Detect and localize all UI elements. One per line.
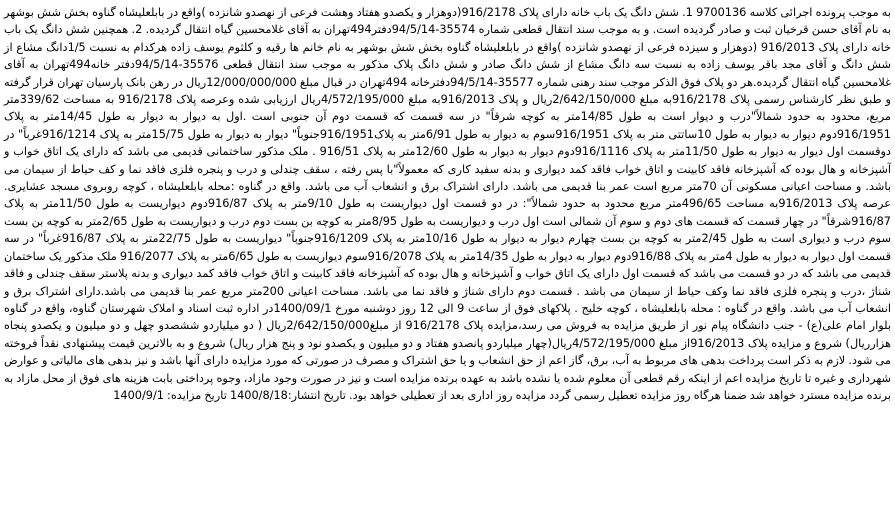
auction-notice-body: به موجب پرونده اجرائی کلاسه 9700136 1. شش دانگ یک باب خانه دارای پلاک 916/2178(دوهزار و یکصدو هفتاد وهشت فرعی از نهصدو شانزده )واقع در بابلعلیشاه گناوه بخش شش بوشهر به نام آقای حسن قرخیان ثبت و صادر گردیده است. و به موجب سند انتقال قطعی شماره 35574-94/5/14دفتر494تهران به آقای غلامحسین گیاه انتقال گردیده. 2. همچنین شش دانگ یک باب خانه دارای پلاک 916/2013 (دوهزار و سیزده فرعی از نهصدو شانزده )واقع در بابلعلیشاه گناوه بخش شش بوشهر به نام خانم ها رقیه و کلثوم یوسف زاده هرکدام به نسبت 1/5دانگ مشاع از شش دانگ و آقای مجد باقر یوسف زاده به نسبت سه دانگ مشاع از شش دانگ صادر و شش دانگ پلاک مذکور به موجب سند انتقال قطعی 35576-94/5/14دفتر خانه494تهران به آقای غلامحسین گیاه انتقال گردیده.هر دو پلاک فوق الذکر موجب سند رهنی شماره 35577-94/5/14دفترخانه 494تهران در قبال مبلغ 12/000/000/000ریال در رهن بانک پارسیان تهران قرار گرفته و طبق نظر کارشناس رسمی پلاک 916/2178به مبلغ 2/642/150/000ریال و پلاک 916/2013به مبلغ 4/572/195/000ریال ارزیابی شده وعرصه پلاک 916/2178 به مساحت 339/62متر مربع، محدود به حدود شمالاً"درب و دیوار است به طول 14/85متر به کوچه شرقاً" در سه قسمت که قسمت دوم آن جنوبی است .اول به دیوار به دیوار به طول 14/45متر به پلاک 916/1951دوم دیوار به دیوار به طول 10ساتتی متر به پلاک 916/1951سوم به دیوار به طول 6/91متر به پلاک916/1951جنوباً" دیوار به دیوار به طول 15/75متر به پلاک 916/1214غرباً" در دوقسمت اول دیوار به دیوار به طول 11/50متر به پلاک 916/1116دوم دیوار به دیوار به طول 12/60متر به پلاک 916/51 . ملک مذکور ساختمانی قدیمی می باشد که دارای یک اتاق خواب و آشپزخانه و هال بوده که آشپزخانه فاقد کابینت و اتاق خواب فاقد کمد دیواری و بدنه سفید کاری که معمولاً"با پس رفته ، سقف چندلی و درب و پنجره فلزی فاقد نما و کف حیاط از سیمان می باشد. و مساحت اعیانی مسکونی آن 70متر مربع است عمر بنا قدیمی می باشد. دارای اشتراک برق و انشعاب آب می باشد. واقع در گناوه :محله بابلعلیشاه ، کوچه روبروی مسجد عشایری. عرصه پلاک 916/2013به مساحت 496/65متر مربع محدود به حدود شمالاً": در دو قسمت اول دیواریست به طول 9/10متر به پلاک 916/87دوم دیواریست به طول 11/50متر به پلاک 916/87شرقاً" در چهار قسمت که قسمت های دوم و سوم آن شمالی است اول درب و دیواریست به طول 8/95متر به کوچه بن بست دوم درب و دیواریست به طول 2/65متر به کوچه بن بست سوم درب و دیواری است به طول 2/45متر به کوچه بن بست چهارم دیوار به دیوار به طول 10/16متر به پلاک 916/1209جنوباً" دیواریست به طول 22/75متر به پلاک 916/87غرباً" در سه قسمت اول دیوار به دیوار به طول 4متر به پلاک 916/88دوم دیوار به دیوار به طول 14/35متر به پلاک 916/2078سوم دیواریست به طول 6/65متر به پلاک 916/2077 ملک مذکور یک ساختمان قدیمی می باشد که در دو قسمت می باشد که قسمت اول دارای یک اتاق خواب و آشپزخانه و هال بوده که آشپزخانه فاقد کابینت و اتاق خواب فاقد کمد دیواری و بدنه پلاستر سقف چندلی و فاقد شناژ ،درب و پنجره فلزی فاقد نما وکف حیاط از سیمان می باشد . قسمت دوم دارای شناژ و فاقد نما می باشد. مساحت اعیانی 200متر مربع عمر بنا قدیمی می باشد.دارای اشتراک برق و انشعاب آب می باشد. واقع در گناوه : محله بابلعلیشاه ، کوچه خلیج . پلاکهای فوق از ساعت 9 الی 12 روز دوشنبه مورخ 1400/09/1در اداره ثبت اسناد و املاک شهرستان گناوه، واقع در گناوه بلوار امام علی(ع) - جنب دانشگاه پیام نور از طریق مزایده به فروش می رسد،مزایده پلاک 916/2178 از مبلغ2/642/150/000ریال ( دو میلیاردو ششصدو چهل و دو میلیون و یکصدو پنجاه هزارریال) شروع و مزایده پلاک 916/2013از مبلغ 4/572/195/000ریال(چهار میلیاردو پانصدو هفتاد و دو میلیون و یکصدو نود و پنج هزار ریال) شروع و به بالاترین قیمت پیشنهادی نقداً فروخته می شود. لازم به ذکر است پرداخت بدهی های مربوط به آب، برق، گاز اعم از حق انشعاب و یا حق اشتراک و مصرف در صورتی که مورد مزایده دارای آنها باشد و نیز بدهی های مالیاتی و عوارض شهرداری و غیره تا تاریخ مزایده اعم از اینکه رقم قطعی آن معلوم شده یا نشده باشد به عهده برنده مزایده است و نیز در صورت وجود مازاد، وجوه پرداختی بابت هزینه های فوق از محل مازاد به برنده مزایده مسترد خواهد شد ضمنا هرگاه روز مزایده تعطیل رسمی گردد مزایده روز اداری بعد از تعطیلی خواهد بود. تاریخ انتشار:1400/8/18 تاریخ مزایده: 1400/9/1 xyxy=(4,6,892,402)
